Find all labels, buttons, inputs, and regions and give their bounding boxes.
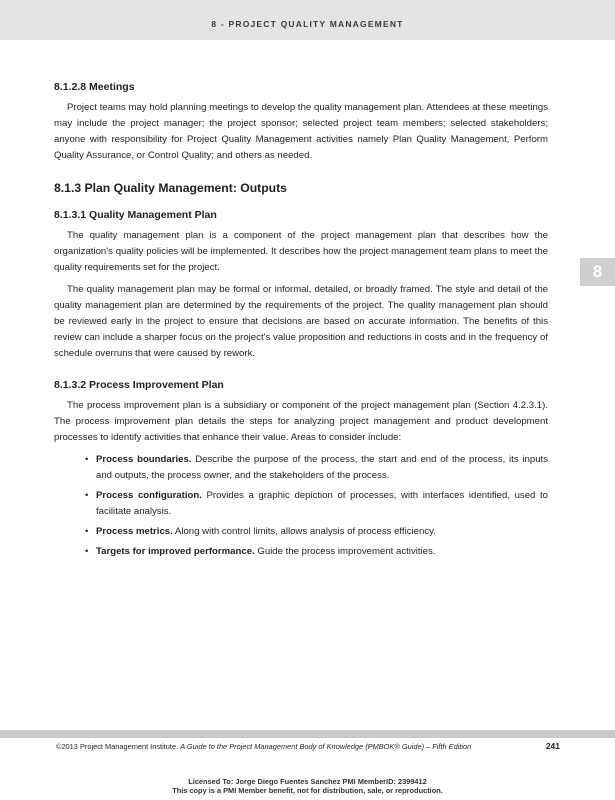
bullet-text: Describe the purpose of the process, the start and end of the process, its inputs and outputs, the process owner, and the stakeholders of the process. <box>96 454 548 481</box>
page-content <box>54 80 548 564</box>
section-heading-pip: 8.1.3.2 Process Improvement Plan <box>54 379 224 391</box>
footer-copyright: ©2013 Project Management Institute. <box>56 742 179 751</box>
bullet-icon: • <box>85 526 89 537</box>
qmp-paragraph-2: The quality management plan may be formal or informal, detailed, or broadly framed. The style and detail of the quality management plan are determined by the requirements of the project. The quality management plan should be reviewed early in the project to ensure that decisions are based on accurate information. The benefits of this review can include a sharper focus on the project's value proposition and reductions in costs and in the frequency of schedule overruns that were caused by rework. <box>54 284 548 359</box>
bullet-icon: • <box>85 546 89 557</box>
bullet-text: Along with control limits, allows analysis of process efficiency. <box>172 526 436 537</box>
bullet-term: Process metrics. <box>96 526 173 537</box>
pip-paragraph: The process improvement plan is a subsidiary or component of the project management plan (Section 4.2.3.1). The process improvement plan details the steps for analyzing project management and product development processes to identify activities that enhance their value. Areas to consider include: <box>54 400 548 443</box>
bullet-term: Targets for improved performance. <box>96 546 255 557</box>
bullet-icon: • <box>85 454 89 465</box>
page-number: 241 <box>545 741 560 751</box>
license-line-2: This copy is a PMI Member benefit, not for distribution, sale, or reproduction. <box>172 785 443 795</box>
bullet-text: Provides a graphic depiction of processes, with interfaces identified, used to facilitate analysis. <box>96 490 549 517</box>
pip-bullet-list <box>54 452 548 560</box>
bullet-term: Process configuration. <box>96 490 202 501</box>
qmp-paragraph-1: The quality management plan is a component of the project management plan that describes how the organization's quality policies will be implemented. It describes how the project management team plans to meet the quality requirements set for the project. <box>54 230 548 273</box>
footer-book-title: A Guide to the Project Management Body of Knowledge (PMBOK® Guide) – Fifth Edition <box>180 742 472 751</box>
footer-rule <box>0 730 615 738</box>
list-item <box>85 488 549 520</box>
section-heading-meetings: 8.1.2.8 Meetings <box>54 81 135 93</box>
list-item <box>85 452 548 484</box>
chapter-tab: 8 <box>580 258 615 286</box>
list-item <box>85 544 548 560</box>
license-notice <box>0 778 615 795</box>
bullet-term: Process boundaries. <box>96 454 192 465</box>
running-header: 8 - PROJECT QUALITY MANAGEMENT <box>211 19 404 29</box>
bullet-text: Guide the process improvement activities. <box>254 546 436 557</box>
section-heading-outputs: 8.1.3 Plan Quality Management: Outputs <box>54 181 287 195</box>
list-item <box>85 524 548 540</box>
license-line-1: Licensed To: Jorge Diego Fuentes Sanchez PMI MemberID: 2399412 <box>188 777 427 786</box>
section-heading-qmp: 8.1.3.1 Quality Management Plan <box>54 209 217 221</box>
bullet-icon: • <box>85 490 89 501</box>
meetings-paragraph: Project teams may hold planning meetings to develop the quality management plan. Attendees at these meetings may include the project manager; the project sponsor; selected project team members; selected stakeholders; anyone with responsibility for Project Quality Management activities namely Plan Quality Management, Perform Quality Assurance, or Control Quality; and others as needed. <box>54 102 548 161</box>
footer-citation <box>56 742 471 751</box>
